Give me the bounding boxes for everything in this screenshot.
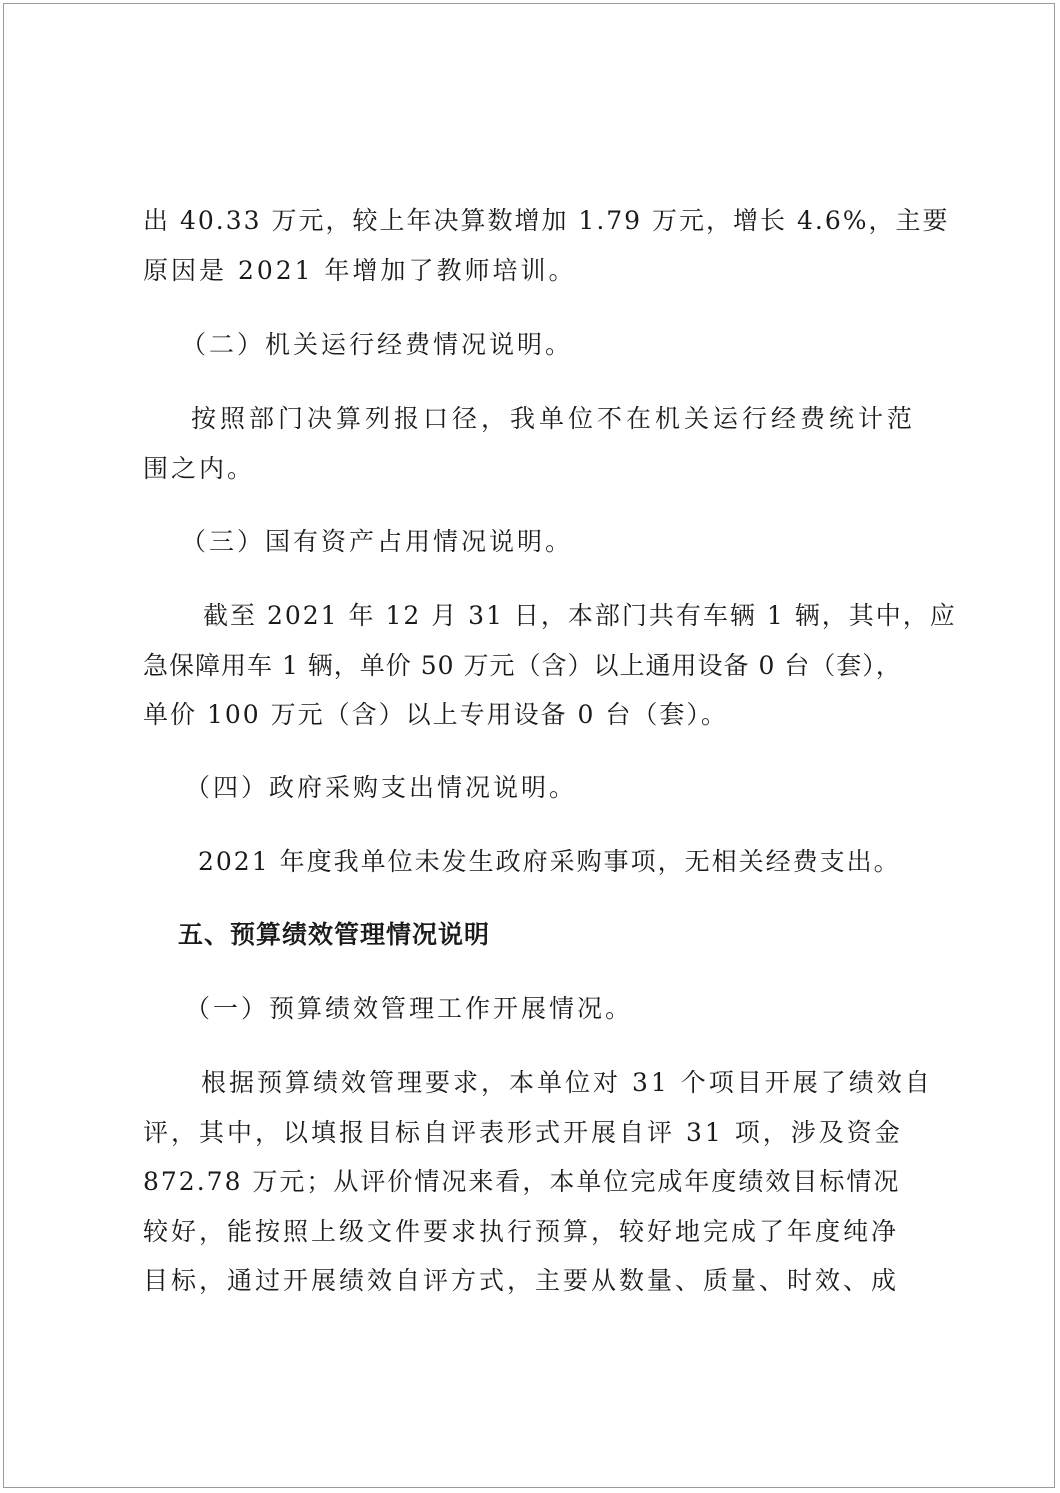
section-heading-3: （三）国有资产占用情况说明。 <box>181 527 574 556</box>
text-line-13: 目标，通过开展绩效自评方式，主要从数量、质量、时效、成 <box>143 1266 900 1295</box>
text-line-1: 出 40.33 万元，较上年决算数增加 1.79 万元，增长 4.6%，主要 <box>143 206 950 235</box>
text-line-9: 根据预算绩效管理要求，本单位对 31 个项目开展了绩效自 <box>201 1068 933 1097</box>
chapter-heading-5: 五、预算绩效管理情况说明 <box>178 920 491 949</box>
text-line-5: 截至 2021 年 12 月 31 日，本部门共有车辆 1 辆，其中，应 <box>203 601 957 630</box>
text-line-12: 较好，能按照上级文件要求执行预算，较好地完成了年度纯净 <box>143 1217 900 1246</box>
text-line-8: 2021 年度我单位未发生政府采购事项，无相关经费支出。 <box>198 847 901 876</box>
section-heading-2: （二）机关运行经费情况说明。 <box>181 330 574 359</box>
text-line-6: 急保障用车 1 辆，单价 50 万元（含）以上通用设备 0 台（套）， <box>143 651 902 680</box>
text-line-10: 评，其中，以填报目标自评表形式开展自评 31 项，涉及资金 <box>143 1118 903 1147</box>
text-line-2: 原因是 2021 年增加了教师培训。 <box>143 256 577 285</box>
text-line-4: 围之内。 <box>143 454 256 483</box>
section-heading-4: （四）政府采购支出情况说明。 <box>185 773 578 802</box>
text-line-3: 按照部门决算列报口径，我单位不在机关运行经费统计范 <box>191 404 917 433</box>
section-heading-5-1: （一）预算绩效管理工作开展情况。 <box>185 994 634 1023</box>
text-line-7: 单价 100 万元（含）以上专用设备 0 台（套）。 <box>143 700 728 729</box>
text-line-11: 872.78 万元；从评价情况来看，本单位完成年度绩效目标情况 <box>143 1167 901 1196</box>
